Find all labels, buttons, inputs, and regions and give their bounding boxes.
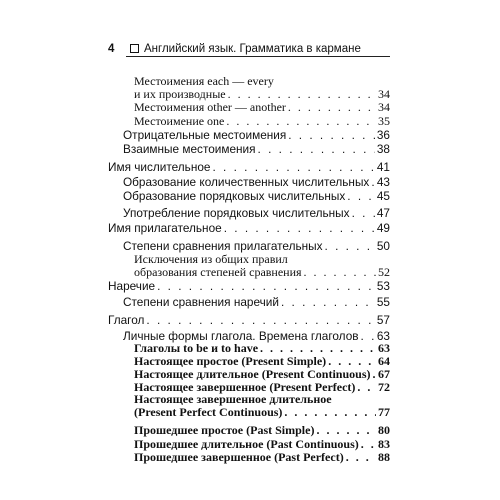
toc-entry-label: Наречие bbox=[108, 279, 156, 293]
toc-entry-page: 72 bbox=[378, 380, 390, 394]
toc-entry-page: 88 bbox=[378, 450, 390, 464]
dot-leader bbox=[288, 129, 375, 142]
toc-entry-page: 57 bbox=[376, 313, 390, 327]
toc-entry-page: 43 bbox=[376, 175, 390, 189]
dot-leader bbox=[304, 266, 376, 279]
toc-entry-page: 45 bbox=[376, 189, 390, 203]
toc-entry-label: Настоящее простое (Present Simple) bbox=[134, 354, 327, 368]
dot-leader bbox=[281, 296, 375, 309]
toc-entry-label: Отрицательные местоимения bbox=[123, 128, 287, 142]
toc-entry[interactable] bbox=[123, 129, 390, 142]
toc-entry[interactable] bbox=[134, 101, 390, 114]
toc-entry-label: Местоимение one bbox=[134, 114, 225, 128]
toc-entry-label: Прошедшее простое (Past Simple) bbox=[134, 423, 315, 437]
dot-leader bbox=[371, 176, 375, 189]
dot-leader bbox=[357, 381, 376, 394]
toc-entry[interactable] bbox=[108, 280, 390, 293]
toc-entry-page: 80 bbox=[378, 423, 390, 437]
toc-entry[interactable] bbox=[108, 314, 390, 327]
page-number: 4 bbox=[108, 43, 115, 55]
toc-entry[interactable] bbox=[134, 424, 390, 437]
toc-entry-page: 47 bbox=[376, 206, 390, 220]
toc-entry[interactable] bbox=[123, 143, 390, 156]
toc-entry-page: 77 bbox=[378, 405, 390, 419]
dot-leader bbox=[226, 115, 376, 128]
toc-entry-page: 38 bbox=[376, 142, 390, 156]
toc-entry-page: 34 bbox=[378, 100, 390, 114]
toc-entry-page: 50 bbox=[376, 239, 390, 253]
toc-entry-page: 67 bbox=[378, 367, 390, 381]
toc-entry-page: 83 bbox=[378, 437, 390, 451]
dot-leader bbox=[288, 101, 376, 114]
toc-entry-page: 64 bbox=[378, 354, 390, 368]
toc-entry-label: Степени сравнения наречий bbox=[123, 295, 279, 309]
toc-entry-page: 63 bbox=[378, 341, 390, 355]
toc-entry-page: 36 bbox=[376, 128, 390, 142]
toc-entry-page: 55 bbox=[376, 295, 390, 309]
toc-entry-page: 52 bbox=[378, 265, 390, 279]
toc-entry-label: Личные формы глагола. Времена глаголов bbox=[123, 329, 359, 343]
toc-entry[interactable] bbox=[108, 161, 390, 174]
toc-entry-page: 41 bbox=[376, 160, 390, 174]
toc-entry[interactable] bbox=[123, 296, 390, 309]
toc-entry-label: Имя прилагательное bbox=[108, 221, 222, 235]
toc-entry-page: 63 bbox=[376, 329, 390, 343]
dot-leader bbox=[258, 143, 375, 156]
toc-entry-label: и их производные bbox=[134, 87, 226, 101]
toc-entry-label: Прошедшее длительное (Past Continuous) bbox=[134, 437, 359, 451]
toc-entry-label: Настоящее завершенное (Present Perfect) bbox=[134, 380, 356, 394]
toc-entry-label: Образование количественных числительных bbox=[123, 175, 370, 189]
dot-leader bbox=[284, 406, 376, 419]
toc-entry[interactable] bbox=[134, 115, 390, 128]
toc-entry-label: Имя числительное bbox=[108, 160, 211, 174]
toc-entry-label: Глагол bbox=[108, 313, 145, 327]
dot-leader bbox=[352, 207, 375, 220]
toc-entry-label: Образование порядковых числительных bbox=[123, 189, 346, 203]
toc-entry[interactable] bbox=[134, 406, 390, 419]
dot-leader bbox=[157, 280, 375, 293]
toc-entry-first-line: Исключения из общих правил bbox=[134, 252, 288, 266]
toc-entry-label: Употребление порядковых числительных bbox=[123, 206, 350, 220]
toc-entry-page: 53 bbox=[376, 279, 390, 293]
toc-entry[interactable] bbox=[134, 266, 390, 279]
dot-leader bbox=[372, 368, 376, 381]
toc-entry-label: Настоящее длительное (Present Continuous) bbox=[134, 367, 371, 381]
dot-leader bbox=[146, 314, 374, 327]
toc-entry[interactable] bbox=[108, 222, 390, 235]
toc-entry-label: образования степеней сравнения bbox=[134, 265, 302, 279]
toc-entry-page: 34 bbox=[378, 87, 390, 101]
dot-leader bbox=[346, 451, 376, 464]
dot-leader bbox=[316, 424, 376, 437]
toc-entry-label: (Present Perfect Continuous) bbox=[134, 405, 283, 419]
dot-leader bbox=[361, 438, 376, 451]
toc-entry-page: 35 bbox=[378, 114, 390, 128]
dot-leader bbox=[212, 161, 374, 174]
toc-entry-label: Взаимные местоимения bbox=[123, 142, 256, 156]
toc-entry-label: Степени сравнения прилагательных bbox=[123, 239, 323, 253]
dot-leader bbox=[347, 190, 375, 203]
toc-entry-label: Местоимения other — another bbox=[134, 100, 286, 114]
toc-entry[interactable] bbox=[123, 207, 390, 220]
book-title: Английский язык. Грамматика в кармане bbox=[144, 43, 361, 55]
toc-entry[interactable] bbox=[134, 451, 390, 464]
dot-leader bbox=[325, 240, 375, 253]
toc-entry-label: Прошедшее завершенное (Past Perfect) bbox=[134, 450, 344, 464]
toc-entry[interactable] bbox=[123, 190, 390, 203]
toc-entry-first-line: Настоящее завершенное длительное bbox=[134, 392, 332, 406]
toc-entry-page: 49 bbox=[376, 221, 390, 235]
toc-entry-first-line: Местоимения each — every bbox=[134, 74, 274, 88]
dot-leader bbox=[224, 222, 375, 235]
toc-entry[interactable] bbox=[123, 176, 390, 189]
toc-entry-label: Глаголы to be и to have bbox=[134, 341, 259, 355]
